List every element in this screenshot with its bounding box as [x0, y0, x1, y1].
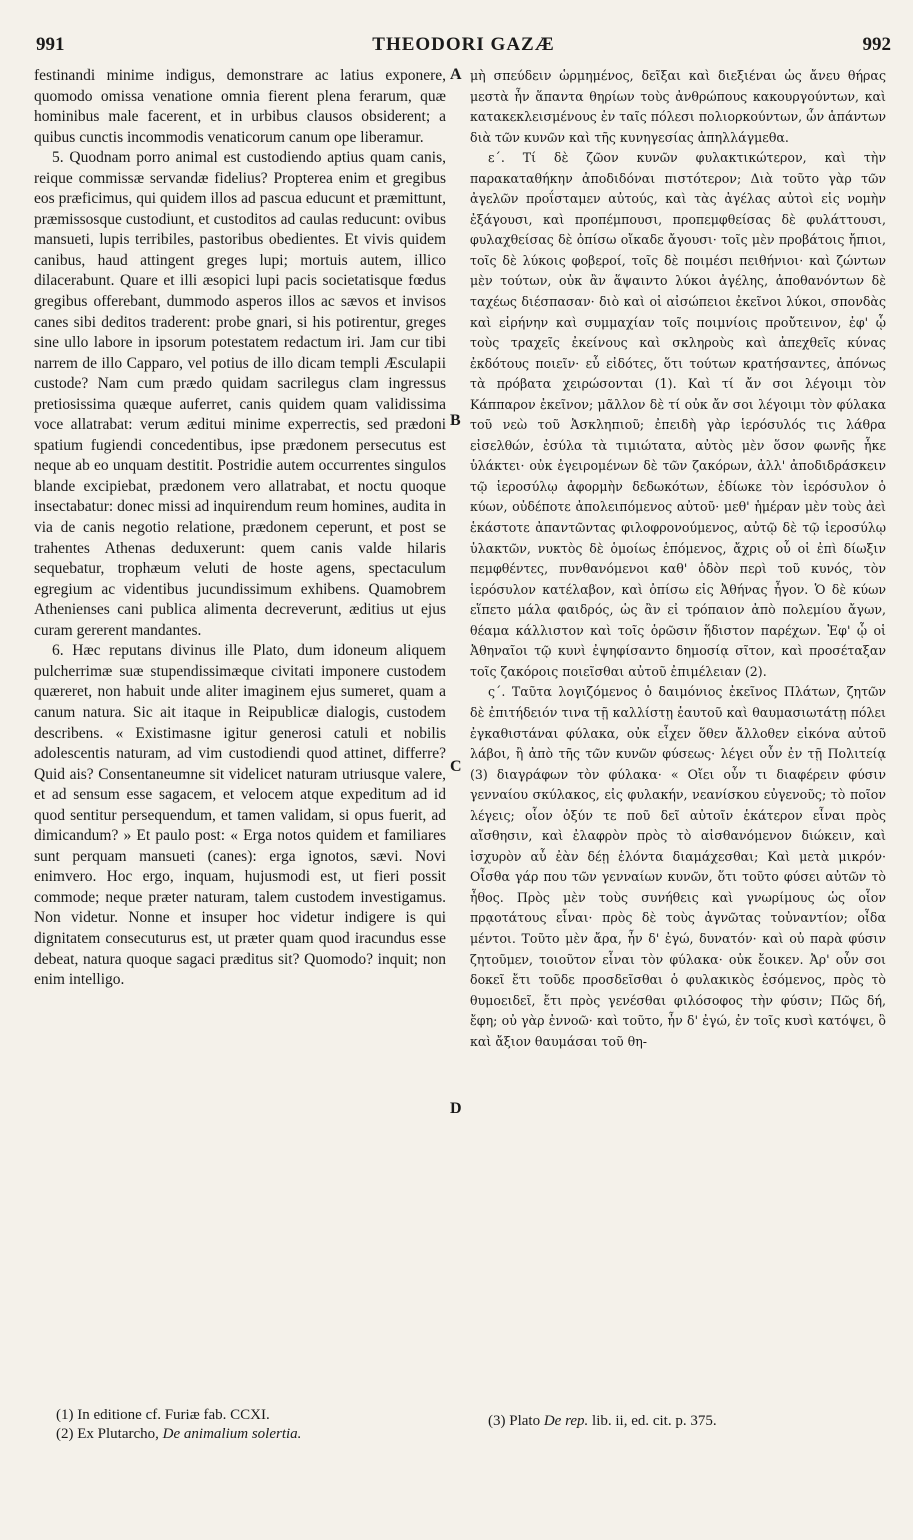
footnote-number: (2): [56, 1426, 74, 1442]
latin-paragraph: festinandi minime indigus, demonstrare ac latius exponere, quomodo omissa venatione omnia fierent plena ferarum, quæ hominibus male facerent, et in urbibus clausos obsiderent; a quibus cunctis incommodis venaticorum canum ope liberamur.: [34, 67, 446, 146]
footnote-reference: lib. ii, ed. cit. p. 375.: [588, 1413, 717, 1429]
footnote: [56, 1406, 436, 1425]
running-title: THEODORI GAZÆ: [372, 34, 555, 55]
latin-paragraph: 6. Hæc reputans divinus ille Plato, dum idoneum aliquem pulcherrimæ suæ stupendissimæque civitati imponere custodem quæreret, non habuit unde aliter imaginem ejus sumeret, quam a canum natura. Sic ait itaque in Reipublicæ dialogis, custodem describens. « Existimasne igitur generosi catuli et nobilis adolescentis naturam, ad vim custodiendi quod attinet, differre? Quid ais? Consentaneumne sit videlicet naturam utriusque valere, et ad sensum esse sagacem, et velocem atque expeditum ad id quod sentitur persequendum, et tamen validam, si opus fuerit, ad dimicandum? » Et paulo post: « Erga notos quidem et familiares sunt perquam mansueti (canes): erga ignotos, sævi. Novi enimvero. Hoc ergo, inquam, hujusmodi est, ut fieri possit commode; neque præter naturam, talem custodem investigamus. Non videtur. Nonne et insuper hoc videtur indigere is qui dignitatem consecuturus est, ut præter quam quod iracundus esse debeat, natura quoque sagaci præditus sit? Quomodo? inquit; non enim intelligo.: [34, 642, 446, 989]
footnote: [56, 1425, 436, 1444]
footnote-title: De animalium solertia.: [162, 1426, 302, 1442]
footnote: [488, 1412, 878, 1431]
greek-paragraph: ς΄. Ταῦτα λογιζόμενος ὁ δαιμόνιος ἐκεῖνος Πλάτων, ζητῶν δὲ ἐπιτήδειόν τινα τῇ καλλίστῃ ἑαυτοῦ καὶ θαυμασιωτάτῃ πόλει ἐγκαθιστάναι φύλακα, οὐκ εἶχεν ὅθεν ἄλλοθεν εἰκόνα αὐτοῦ λάβοι, ἢ ἀπὸ τῆς τῶν κυνῶν φύσεως· λέγει οὖν ἐν τῇ Πολιτείᾳ (3) διαγράφων τὸν φύλακα· « Οἴει οὖν τι διαφέρειν φύσιν γενναίου σκύλακος, εἰς φυλακήν, νεανίσκου εὐγενοῦς; τὸ ποῖον λέγεις; οἷον ὀξύν τε ποῦ δεῖ αὐτοῖν ἑκάτερον εἶναι πρὸς αἴσθησιν, καὶ ἐλαφρὸν πρὸς τὸ αἰσθανόμενον διώκειν, καὶ ἰσχυρὸν αὖ ἐὰν δέῃ ἑλόντα διαμάχεσθαι; Καὶ μετὰ μικρόν· Οἶσθα γάρ που τῶν γενναίων κυνῶν, ὅτι τοῦτο φύσει αὐτῶν τὸ ἦθος. Πρὸς μὲν τοὺς συνήθεις καὶ γνωρίμους ὡς οἷον πρᾳοτάτους εἶναι· πρὸς δὲ τοὺς ἀγνῶτας τοὐναντίον; οἶδα μέντοι. Τοῦτο μὲν ἄρα, ἦν δ' ἐγώ, δυνατόν· καὶ οὐ παρὰ φύσιν ζητοῦμεν, τοιοῦτον εἶναι τὸν φύλακα· οὐκ ἔοικεν. Ἀρ' οὖν σοι δοκεῖ ἔτι τοῦδε προσδεῖσθαι ὁ φυλακικὸς ἐσόμενος, πρὸς τὸ θυμοειδεῖ, ἔτι πρὸς γενέσθαι φιλόσοφος τὴν φύσιν; Πῶς δή, ἔφη; οὐ γὰρ ἐννοῶ· καὶ τοῦτο, ἦν δ' ἐγώ, ἐν τοῖς κυσὶ κατόψει, ὃ καὶ ἄξιον θαυμάσαι τοῦ θη-: [470, 684, 886, 1049]
footnote-number: (1): [56, 1407, 74, 1423]
footnote-text: In editione cf. Furiæ fab. CCXI.: [77, 1407, 270, 1423]
footnote-text: Plato: [509, 1413, 544, 1429]
margin-marker-d: D: [450, 1100, 462, 1117]
left-page-number: 991: [36, 34, 65, 55]
footnotes-right: [488, 1412, 878, 1431]
footnotes-left: [56, 1406, 436, 1444]
greek-paragraph: ε΄. Τί δὲ ζῶον κυνῶν φυλακτικώτερον, καὶ τὴν παρακαταθήκην ἀποδιδόναι πιστότερον; Διὰ τοῦτο γὰρ τῶν ἀγελῶν προΐσταμεν αὐτούς, καὶ τὰς ἀγέλας αὐτοὶ εἰς νομὴν ἐξάγουσι, καὶ προπέμπουσι, προπεμφθείσας δὲ φυλάττουσι, φυλαχθείσας δὲ ὀπίσω οἴκαδε ἄγουσι· τοῖς μὲν προβάτοις ἤπιοι, τοῖς δὲ λύκοις φοβεροί, τοῖς δὲ ποιμέσι πειθήνιοι· καὶ ζώντων μὲν τούτων, οὐκ ἂν ἅψαιντο λύκοι ἀγέλης, ἀποθανόντων δὲ ταχέως διέσπασαν· διὸ καὶ οἱ αἰσώπειοι ἐκεῖνοι λύκοι, σπονδὰς καὶ εἰρήνην καὶ συμμαχίαν τοῖς ποιμνίοις προὔτεινον, ἐφ' ᾧ τοὺς τραχεῖς ἐκείνους καὶ σκληροὺς καὶ ἀπεχθεῖς κύνας ἐκδότους ποιεῖν· εὖ εἰδότες, ὅτι τούτων κρατήσαντες, ἀπόνως τὰ πρόβατα χειρώσονται (1). Καὶ τί ἄν σοι λέγοιμι τὸν Κάππαρον ἐκεῖνον; μᾶλλον δὲ τί οὐκ ἄν σοι λέγοιμι τὸν φύλακα τοῦ νεὼ τοῦ Ἀσκληπιοῦ; ἐπειδὴ γὰρ ἱερόσυλός τις λάθρα εἰσελθών, ἐσύλα τὰ τιμιώτατα, αὐτὸς μὲν ὅσον φωνῆς ἧκε ὑλάκτει· οὐκ ἐγειρομένων δὲ τῶν ζακόρων, ἀλλ' ἀποδιδράσκειν τῷ ἱεροσύλῳ ἀφορμὴν δεδωκότων, ἐδίωκε τὸν ἱερόσυλον ὁ κύων, οὐδέποτε ἀπολειπόμενος αὐτοῦ· μεθ' ἡμέραν μὲν τοὺς ἀεὶ ἑκάστοτε ἀπαντῶντας φιλοφρονούμενος, αὐτῷ δὲ τῷ ἱεροσύλῳ ὑλακτῶν, νυκτὸς δὲ ὁμοίως ἑπόμενος, ἄχρις οὗ οἱ ἐπὶ δίωξιν πεμφθέντες, πυνθανόμενοι καθ' ὁδὸν περὶ τοῦ κυνός, τὸν ἱερόσυλον κατέλαβον, καὶ ὀπίσω εἰς Ἀθήνας ἦγον. Ὁ δὲ κύων εἵπετο μάλα φαιδρός, ὡς ἂν εἰ τρόπαιον ἀπὸ πολεμίου ἄγων, θέαμα κάλλιστον καὶ τοῖς ὁρῶσιν ἥδιστον παρέχων. Ἐφ' ᾧ οἱ Ἀθηναῖοι τῷ κυνὶ ἐψηφίσαντο δημοσίᾳ σῖτον, καὶ προσέταξαν τοῖς ζακόροις ποιεῖσθαι αὐτοῦ ἐπιμέλειαν (2).: [470, 150, 886, 679]
footnote-title: De rep.: [543, 1413, 589, 1429]
right-page-number: 992: [862, 34, 891, 55]
margin-markers: [444, 0, 468, 1540]
margin-marker-c: C: [450, 758, 462, 775]
latin-column: [34, 66, 446, 991]
greek-paragraph: μὴ σπεύδειν ὡρμημένος, δεῖξαι καὶ διεξιέναι ὡς ἄνευ θήρας μεστὰ ἦν ἅπαντα θηρίων τοὺς ἀνθρώπους κακουργούντων, καὶ κατακεκλεισμένους ἐν ταῖς πόλεσι πολιορκούντων, ὧν ἁπάντων διὰ τῶν κυνῶν καὶ τῆς κυνηγεσίας ἀπηλλάγμεθα.: [470, 68, 886, 145]
margin-marker-b: B: [450, 412, 461, 429]
greek-column: [470, 66, 886, 1052]
footnote-text: Ex Plutarcho,: [77, 1426, 163, 1442]
footnote-number: (3): [488, 1413, 506, 1429]
latin-paragraph: 5. Quodnam porro animal est custodiendo aptius quam canis, reique commissæ servandæ fidelius? Propterea enim et gregibus eos præficimus, qui quidem illos ad pascua educunt et præmittunt, præmissosque custodiunt, et custoditos ad caulas reducunt: ovibus mansueti, lupis terribiles, pastoribus obedientes. Et vivis quidem canibus, haud attingent greges lupi; mortuis autem, illico dilacerabunt. Quare et illi æsopici lupi pacis societatisque fœdus gregibus offerebant, dummodo asperos illos ac sævos et invisos canes sibi deditos traderent: probe gnari, si his potirentur, greges sine ullo labore in ipsorum potestatem redactum iri. Jam cur tibi narrem de illo Capparo, vel potius de illo dicam templi Æsculapii custode? Nam cum prædo quidam sacrilegus clam ingressus pretiosissima quæque auferret, canis quidem quam validissima voce allatrabat: verum æditui minime experrectis, sed prædoni spatium fugiendi concedentibus, ipse prædonem persecutus est neque ab eo unquam destitit. Postridie autem occurrentes singulos blande excipiebat, prædonem vero allatrabat, et noctu quoque insectabatur: donec missi ad inquirendum reum homines, audita in via de canis negotio relatione, prædonem ceperunt, et post se trahentes Athenas deduxerunt: quem canis valde hilaris sequebatur, trophæum veluti de hoste agens, spectaculum egregium ac videntibus jucundissimum exhibens. Quamobrem Athenienses cani publica alimenta decreverunt, æditius ut ejus curam gererent mandantes.: [34, 149, 446, 639]
margin-marker-a: A: [450, 66, 462, 83]
